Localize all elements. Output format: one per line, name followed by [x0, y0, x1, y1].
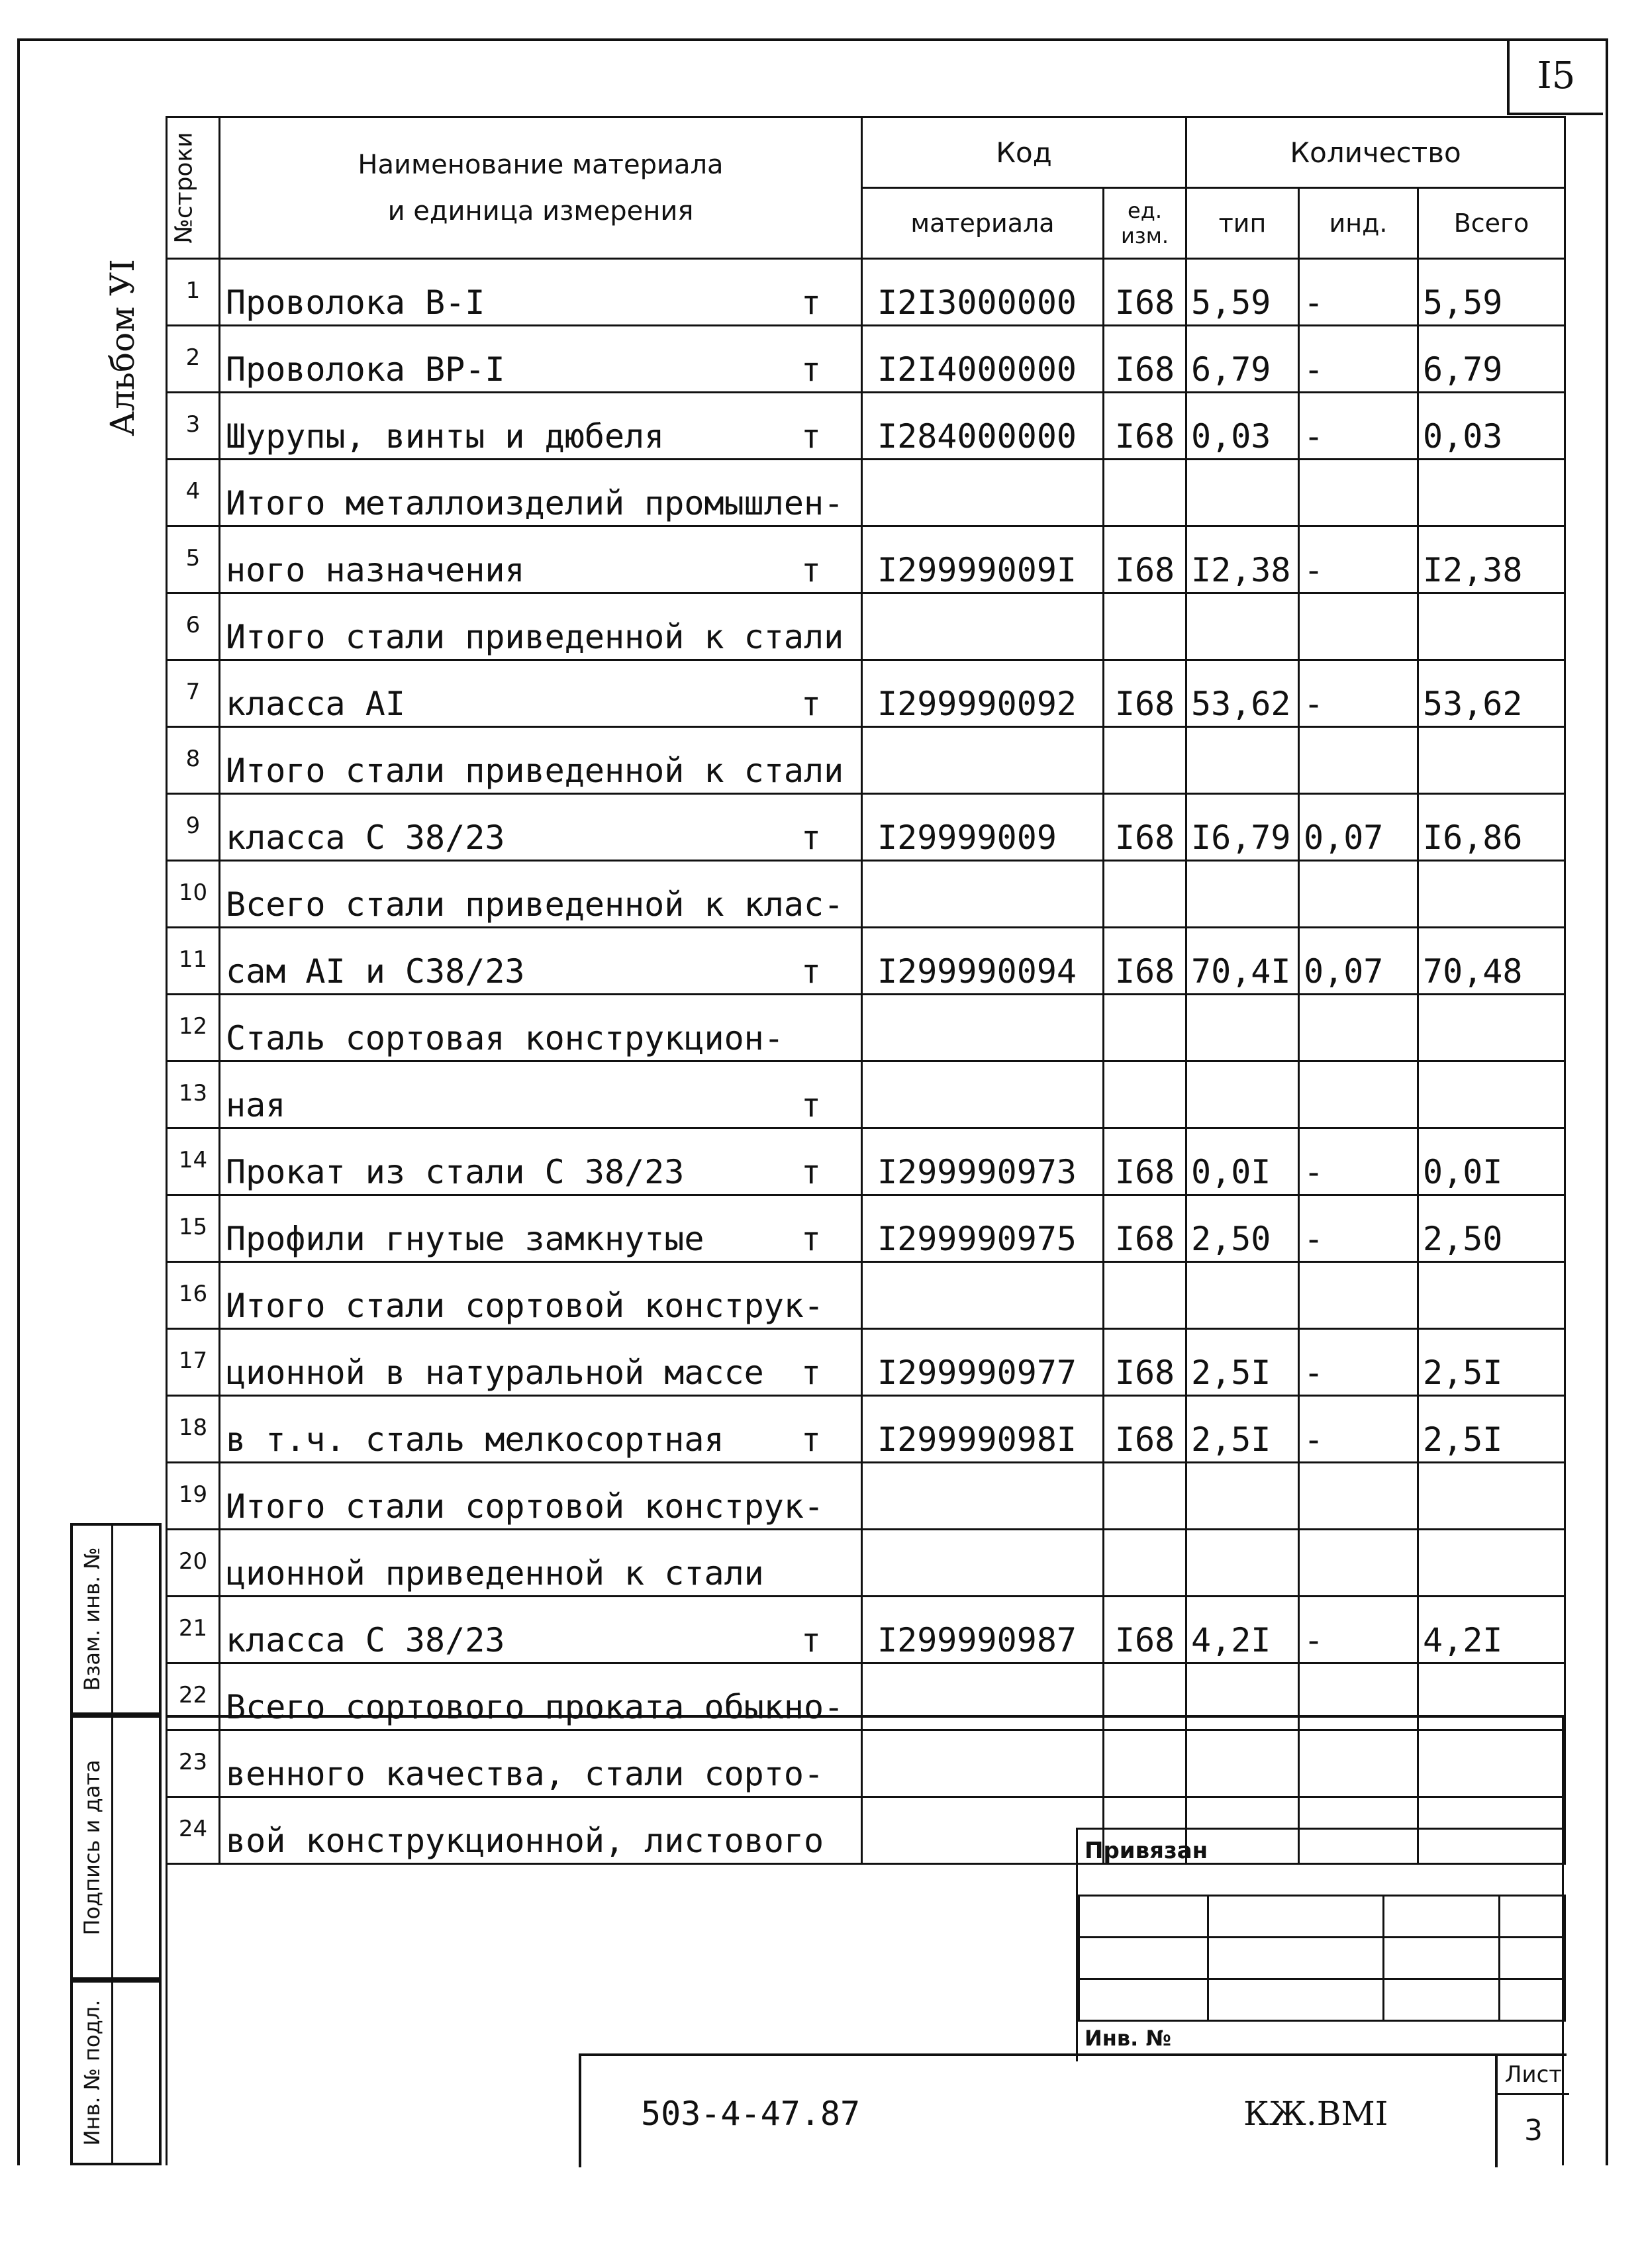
- unit-code: [1104, 1262, 1186, 1329]
- header-code-material: материала: [862, 188, 1104, 259]
- material-name-text: Всего сортового проката обыкно-: [226, 1688, 844, 1726]
- table-row: [167, 1396, 1565, 1463]
- qty-ind: -: [1299, 526, 1418, 593]
- qty-tip: [1186, 727, 1299, 794]
- unit-code: I68: [1104, 1195, 1186, 1262]
- material-code: [862, 1530, 1104, 1597]
- row-number: 11: [167, 928, 220, 995]
- stamp-inv-podl-label: Инв. № подл.: [79, 1999, 105, 2146]
- unit-code: [1104, 1530, 1186, 1597]
- material-unit: т: [800, 417, 821, 456]
- material-name: [220, 995, 862, 1061]
- unit-code: [1104, 1463, 1186, 1530]
- qty-total: [1418, 1061, 1565, 1128]
- material-name-text: Итого стали сортовой конструк-: [226, 1287, 824, 1325]
- stamp-vzam: [70, 1523, 162, 1715]
- unit-code: [1104, 593, 1186, 660]
- material-code: I299990092: [862, 660, 1104, 727]
- material-name-text: Прокат из стали С 38/23: [226, 1153, 685, 1191]
- stamp-podpis-label: Подпись и дата: [79, 1759, 105, 1936]
- material-unit: т: [800, 1153, 821, 1191]
- material-name-text: класса АI: [226, 685, 405, 723]
- material-code: [862, 593, 1104, 660]
- material-name-text: в т.ч. сталь мелкосортная: [226, 1420, 724, 1459]
- material-name: [220, 1396, 862, 1463]
- qty-ind: -: [1299, 1128, 1418, 1195]
- qty-ind: [1299, 861, 1418, 928]
- header-qty-tip: тип: [1186, 188, 1299, 259]
- qty-tip: I2,38: [1186, 526, 1299, 593]
- qty-total: I6,86: [1418, 794, 1565, 861]
- album-label: Альбом УI: [103, 259, 142, 436]
- unit-code: I68: [1104, 259, 1186, 326]
- stamp-inv-podl: [70, 1980, 162, 2165]
- material-name-text: ного назначения: [226, 551, 525, 589]
- header-quantity-group: Количество: [1186, 117, 1565, 188]
- material-code: [862, 861, 1104, 928]
- row-number: 20: [167, 1530, 220, 1597]
- material-unit: т: [800, 818, 821, 857]
- materials-table: [166, 116, 1566, 1865]
- table-row: [167, 660, 1565, 727]
- table-row: [167, 1463, 1565, 1530]
- material-unit: т: [800, 685, 821, 723]
- row-number: 5: [167, 526, 220, 593]
- qty-ind: [1299, 995, 1418, 1061]
- material-code: I2I3000000: [862, 259, 1104, 326]
- row-number: 21: [167, 1597, 220, 1663]
- material-name-text: Проволока В-I: [226, 283, 485, 322]
- qty-tip: [1186, 460, 1299, 526]
- qty-tip: [1186, 1463, 1299, 1530]
- qty-tip: 2,5I: [1186, 1396, 1299, 1463]
- table-row: [167, 326, 1565, 393]
- qty-total: 70,48: [1418, 928, 1565, 995]
- stamp-vzam-label: Взам. инв. №: [79, 1547, 105, 1691]
- qty-ind: -: [1299, 1329, 1418, 1396]
- qty-ind: [1299, 593, 1418, 660]
- qty-total: 2,5I: [1418, 1396, 1565, 1463]
- material-name: [220, 1597, 862, 1663]
- qty-tip: [1186, 995, 1299, 1061]
- qty-total: [1418, 593, 1565, 660]
- header-code-unit: ед. изм.: [1104, 188, 1186, 259]
- material-name: [220, 1128, 862, 1195]
- material-name-text: Сталь сортовая конструкцион-: [226, 1019, 784, 1058]
- qty-tip: 5,59: [1186, 259, 1299, 326]
- table-row: [167, 593, 1565, 660]
- qty-ind: -: [1299, 259, 1418, 326]
- qty-total: [1418, 727, 1565, 794]
- row-number: 17: [167, 1329, 220, 1396]
- header-row-number: №строки: [167, 117, 220, 259]
- qty-ind: -: [1299, 1597, 1418, 1663]
- material-unit: т: [800, 952, 821, 991]
- unit-code: [1104, 460, 1186, 526]
- sheet-number: 3: [1524, 2114, 1543, 2147]
- row-number: 19: [167, 1463, 220, 1530]
- material-name-text: ная: [226, 1086, 286, 1124]
- qty-total: [1418, 1463, 1565, 1530]
- qty-total: [1418, 460, 1565, 526]
- qty-ind: 0,07: [1299, 928, 1418, 995]
- material-code: I299990975: [862, 1195, 1104, 1262]
- unit-code: I68: [1104, 526, 1186, 593]
- table-row: [167, 1329, 1565, 1396]
- table-row: [167, 1530, 1565, 1597]
- row-number: 4: [167, 460, 220, 526]
- unit-code: I68: [1104, 393, 1186, 460]
- material-name: [220, 928, 862, 995]
- material-name: [220, 861, 862, 928]
- privyazan-label: Привязан: [1085, 1838, 1208, 1864]
- material-name-text: Итого металлоизделий промышлен-: [226, 484, 844, 522]
- qty-tip: 2,50: [1186, 1195, 1299, 1262]
- inv-no-label: Инв. №: [1085, 2026, 1171, 2051]
- document-code: 503-4-47.87: [641, 2095, 861, 2133]
- table-row: [167, 259, 1565, 326]
- qty-total: [1418, 1262, 1565, 1329]
- qty-tip: [1186, 593, 1299, 660]
- material-code: I29999009: [862, 794, 1104, 861]
- qty-total: [1418, 1530, 1565, 1597]
- material-name: [220, 794, 862, 861]
- table-row: [167, 928, 1565, 995]
- qty-tip: 0,0I: [1186, 1128, 1299, 1195]
- unit-code: I68: [1104, 1329, 1186, 1396]
- material-unit: т: [800, 1354, 821, 1392]
- privyazan-block: [1076, 1828, 1566, 2061]
- unit-code: I68: [1104, 928, 1186, 995]
- privyazan-grid: [1078, 1895, 1566, 2022]
- material-code: [862, 1463, 1104, 1530]
- material-unit: т: [800, 1220, 821, 1258]
- qty-ind: [1299, 1463, 1418, 1530]
- unit-code: I68: [1104, 1128, 1186, 1195]
- qty-total: 6,79: [1418, 326, 1565, 393]
- material-code: I2I4000000: [862, 326, 1104, 393]
- qty-ind: [1299, 1530, 1418, 1597]
- material-code: I29999009I: [862, 526, 1104, 593]
- row-number: 8: [167, 727, 220, 794]
- table-row: [167, 995, 1565, 1061]
- material-name: [220, 727, 862, 794]
- qty-tip: I6,79: [1186, 794, 1299, 861]
- material-name: [220, 526, 862, 593]
- unit-code: I68: [1104, 794, 1186, 861]
- material-name-text: вой конструкционной, листового: [226, 1822, 824, 1860]
- table-row: [167, 460, 1565, 526]
- qty-tip: 4,2I: [1186, 1597, 1299, 1663]
- material-name: [220, 1463, 862, 1530]
- qty-tip: 2,5I: [1186, 1329, 1299, 1396]
- header-material-name: Наименование материала и единица измерения: [220, 117, 862, 259]
- unit-code: I68: [1104, 1396, 1186, 1463]
- qty-total: 0,03: [1418, 393, 1565, 460]
- unit-code: [1104, 727, 1186, 794]
- material-name-text: Проволока ВР-I: [226, 350, 505, 389]
- material-name: [220, 1061, 862, 1128]
- sheet-label: Лист: [1498, 2056, 1569, 2095]
- material-name: [220, 1329, 862, 1396]
- material-name: [220, 259, 862, 326]
- material-code: I299990094: [862, 928, 1104, 995]
- qty-tip: 70,4I: [1186, 928, 1299, 995]
- unit-code: I68: [1104, 326, 1186, 393]
- material-name-text: сам АI и С38/23: [226, 952, 525, 991]
- material-name-text: венного качества, стали сорто-: [226, 1755, 824, 1793]
- qty-tip: [1186, 1061, 1299, 1128]
- material-code: [862, 727, 1104, 794]
- row-number: 7: [167, 660, 220, 727]
- page-number: I5: [1507, 38, 1603, 115]
- row-number: 15: [167, 1195, 220, 1262]
- row-number: 6: [167, 593, 220, 660]
- material-name: [220, 660, 862, 727]
- qty-total: 5,59: [1418, 259, 1565, 326]
- qty-total: [1418, 995, 1565, 1061]
- row-number: 3: [167, 393, 220, 460]
- material-name: [220, 593, 862, 660]
- qty-ind: -: [1299, 1396, 1418, 1463]
- qty-ind: -: [1299, 326, 1418, 393]
- table-row: [167, 393, 1565, 460]
- row-number: 22: [167, 1663, 220, 1730]
- table-row: [167, 1262, 1565, 1329]
- stamp-podpis: [70, 1715, 162, 1980]
- material-name-text: Итого стали сортовой конструк-: [226, 1487, 824, 1526]
- material-name-text: класса С 38/23: [226, 818, 505, 857]
- table-row: [167, 861, 1565, 928]
- qty-ind: 0,07: [1299, 794, 1418, 861]
- header-qty-ind: инд.: [1299, 188, 1418, 259]
- material-code: [862, 995, 1104, 1061]
- material-code: I299990973: [862, 1128, 1104, 1195]
- table-row: [167, 1597, 1565, 1663]
- table-row: [167, 794, 1565, 861]
- sheet-box: [1495, 2056, 1569, 2167]
- qty-total: I2,38: [1418, 526, 1565, 593]
- material-name-text: ционной в натуральной массе: [226, 1354, 764, 1392]
- material-code: [862, 1262, 1104, 1329]
- table-row: [167, 727, 1565, 794]
- qty-ind: -: [1299, 660, 1418, 727]
- material-code: I299990987: [862, 1597, 1104, 1663]
- qty-tip: [1186, 861, 1299, 928]
- document-block: [579, 2053, 1567, 2167]
- material-name-text: Итого стали приведенной к стали: [226, 752, 844, 790]
- material-unit: т: [800, 1086, 821, 1124]
- material-name: [220, 1195, 862, 1262]
- unit-code: I68: [1104, 660, 1186, 727]
- material-unit: т: [800, 1621, 821, 1659]
- qty-tip: 53,62: [1186, 660, 1299, 727]
- row-number: 23: [167, 1730, 220, 1797]
- material-name-text: Всего стали приведенной к клас-: [226, 885, 844, 924]
- qty-tip: [1186, 1262, 1299, 1329]
- material-code: I299990977: [862, 1329, 1104, 1396]
- material-code: [862, 1061, 1104, 1128]
- material-code: I29999098I: [862, 1396, 1104, 1463]
- qty-ind: [1299, 1262, 1418, 1329]
- table-row: [167, 1061, 1565, 1128]
- qty-ind: [1299, 460, 1418, 526]
- qty-ind: -: [1299, 393, 1418, 460]
- material-unit: т: [800, 283, 821, 322]
- row-number: 18: [167, 1396, 220, 1463]
- header-code-group: Код: [862, 117, 1186, 188]
- material-name: [220, 460, 862, 526]
- row-number: 12: [167, 995, 220, 1061]
- material-name: [220, 1262, 862, 1329]
- material-name-text: Шурупы, винты и дюбеля: [226, 417, 665, 456]
- row-number: 2: [167, 326, 220, 393]
- header-qty-total: Всего: [1418, 188, 1565, 259]
- qty-total: 0,0I: [1418, 1128, 1565, 1195]
- material-name: [220, 393, 862, 460]
- table-row: [167, 1195, 1565, 1262]
- material-unit: т: [800, 551, 821, 589]
- material-name: [220, 1530, 862, 1597]
- qty-tip: 0,03: [1186, 393, 1299, 460]
- unit-code: [1104, 1061, 1186, 1128]
- qty-tip: [1186, 1530, 1299, 1597]
- unit-code: I68: [1104, 1597, 1186, 1663]
- qty-ind: [1299, 727, 1418, 794]
- material-name-text: ционной приведенной к стали: [226, 1554, 764, 1593]
- row-number: 9: [167, 794, 220, 861]
- unit-code: [1104, 861, 1186, 928]
- row-number: 24: [167, 1797, 220, 1864]
- document-mark: КЖ.ВМI: [1243, 2095, 1388, 2133]
- qty-ind: -: [1299, 1195, 1418, 1262]
- material-code: [862, 460, 1104, 526]
- qty-total: 53,62: [1418, 660, 1565, 727]
- row-number: 13: [167, 1061, 220, 1128]
- qty-total: 4,2I: [1418, 1597, 1565, 1663]
- material-name-text: класса С 38/23: [226, 1621, 505, 1659]
- material-name-text: Профили гнутые замкнутые: [226, 1220, 704, 1258]
- row-number: 1: [167, 259, 220, 326]
- qty-total: 2,50: [1418, 1195, 1565, 1262]
- qty-total: 2,5I: [1418, 1329, 1565, 1396]
- qty-tip: 6,79: [1186, 326, 1299, 393]
- row-number: 16: [167, 1262, 220, 1329]
- row-number: 10: [167, 861, 220, 928]
- material-name: [220, 326, 862, 393]
- qty-total: [1418, 861, 1565, 928]
- qty-ind: [1299, 1061, 1418, 1128]
- material-unit: т: [800, 1420, 821, 1459]
- table-row: [167, 526, 1565, 593]
- material-code: I284000000: [862, 393, 1104, 460]
- table-row: [167, 1128, 1565, 1195]
- material-unit: т: [800, 350, 821, 389]
- row-number: 14: [167, 1128, 220, 1195]
- unit-code: [1104, 995, 1186, 1061]
- material-name-text: Итого стали приведенной к стали: [226, 618, 844, 656]
